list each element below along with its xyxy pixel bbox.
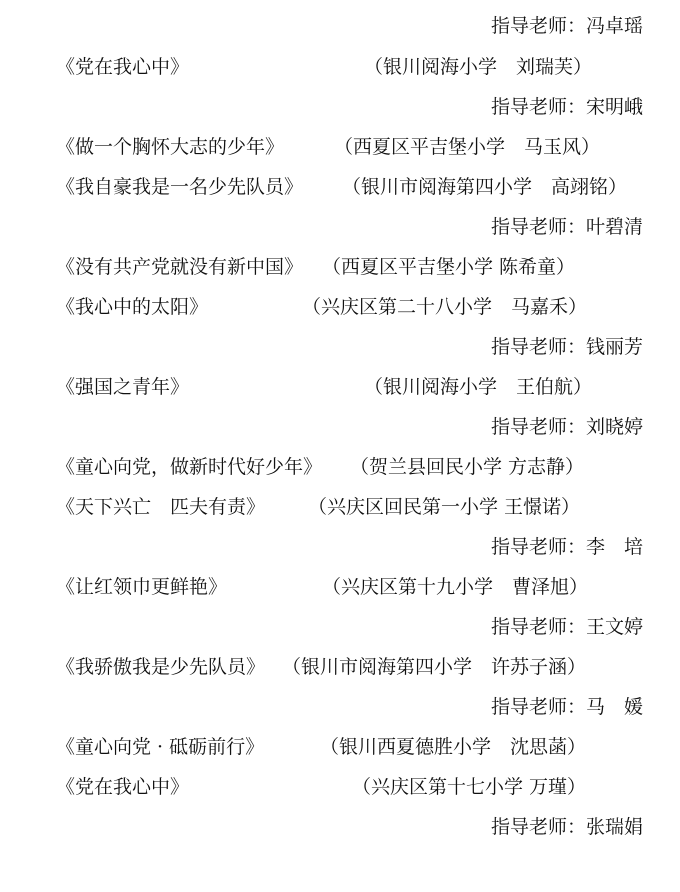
work-title: 《我心中的太阳》 [56,296,209,318]
work-title: 《强国之青年》 [56,376,190,398]
school-student: （银川市阅海第四小学 高翊铭） [342,176,628,198]
work-title: 《党在我心中》 [56,56,190,78]
school-student: （银川阅海小学 王伯航） [364,376,593,398]
award-entry [56,772,636,802]
advisor-line: 指导老师：冯卓瑶 [490,15,643,37]
advisor-line: 指导老师：刘晓婷 [490,416,643,438]
work-title: 《童心向党，做新时代好少年》 [56,456,323,478]
advisor-line: 指导老师：张瑞娟 [490,816,643,838]
work-title: 《党在我心中》 [56,776,190,798]
advisor-line: 指导老师：钱丽芳 [490,336,643,358]
award-entry [56,132,636,162]
work-title: 《没有共产党就没有新中国》 [56,256,304,278]
school-student: （兴庆区第二十八小学 马嘉禾） [302,296,588,318]
award-entry [56,52,636,82]
advisor-line: 指导老师：叶碧清 [490,216,643,238]
award-entry [56,172,636,202]
school-student: （银川市阅海第四小学 许苏子涵） [282,656,587,678]
award-entry [56,292,636,322]
work-title: 《我自豪我是一名少先队员》 [56,176,304,198]
advisor-line: 指导老师：王文婷 [490,616,643,638]
work-title: 《童心向党 · 砥砺前行》 [56,736,265,758]
school-student: （兴庆区回民第一小学 王憬诺） [308,496,581,518]
work-title: 《天下兴亡 匹夫有责》 [56,496,266,518]
work-title: 《我骄傲我是少先队员》 [56,656,266,678]
award-entry [56,492,636,522]
work-title: 《让红领巾更鲜艳》 [56,576,228,598]
award-entry [56,252,636,282]
work-title: 《做一个胸怀大志的少年》 [56,136,285,158]
school-student: （贺兰县回民小学 方志静） [350,456,585,478]
school-student: （西夏区平吉堡小学 陈希童） [322,256,576,278]
award-entry [56,452,636,482]
school-student: （兴庆区第十九小学 曹泽旭） [322,576,589,598]
advisor-line: 指导老师：宋明峨 [490,96,643,118]
award-entry [56,372,636,402]
advisor-line: 指导老师：马 媛 [490,696,643,718]
award-entry [56,572,636,602]
award-entry [56,652,636,682]
school-student: （西夏区平吉堡小学 马玉风） [334,136,601,158]
advisor-line: 指导老师：李 培 [490,536,643,558]
school-student: （银川阅海小学 刘瑞芙） [364,56,593,78]
school-student: （兴庆区第十七小学 万瑾） [352,776,587,798]
school-student: （银川西夏德胜小学 沈思菡） [320,736,587,758]
award-entry [56,732,636,762]
